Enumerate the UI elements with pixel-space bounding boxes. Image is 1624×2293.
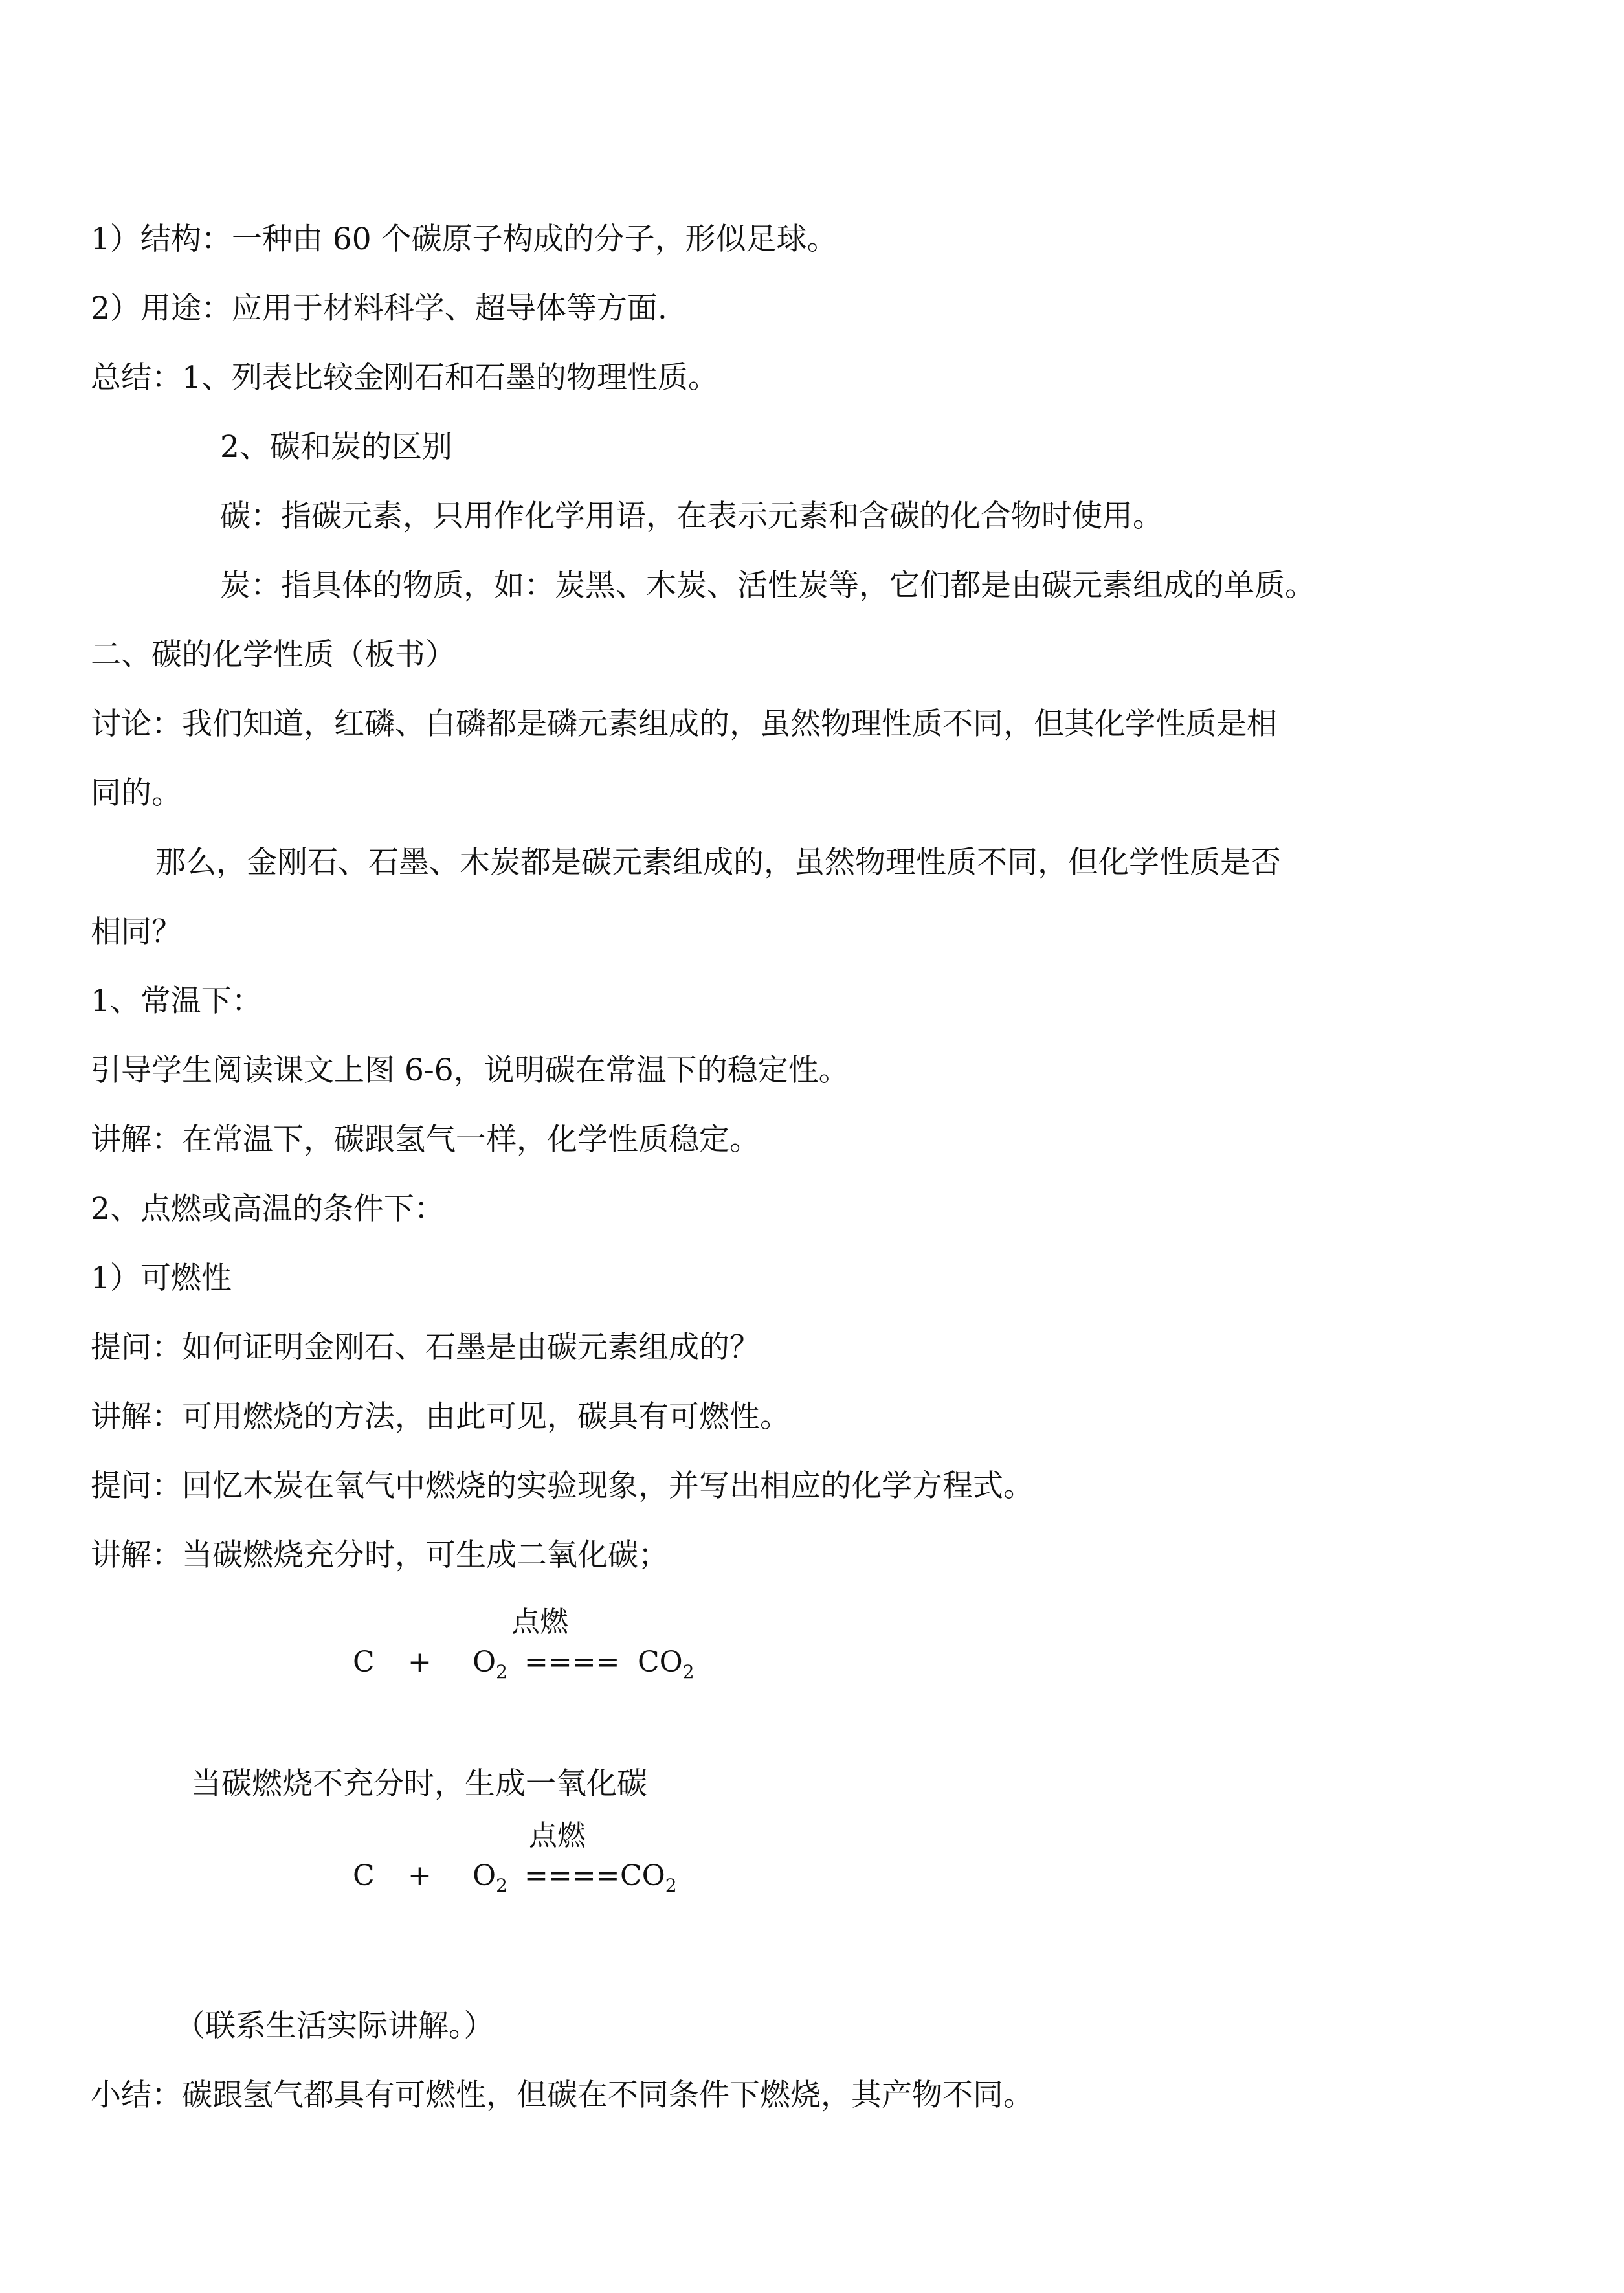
explanation-stability: 讲解：在常温下，碳跟氢气一样，化学性质稳定。 (91, 1122, 760, 1158)
reactant-oxygen: $O_2$ (473, 1859, 507, 1896)
reactant-carbon: C (353, 1859, 375, 1892)
usage-line: 2）用途：应用于材料科学、超导体等方面. (91, 291, 667, 326)
reactant-oxygen: $O_2$ (473, 1646, 507, 1683)
discussion-line-cont: 同的。 (91, 776, 182, 811)
reaction-condition: 点燃 (529, 1819, 586, 1852)
explanation-combustion: 讲解：可用燃烧的方法，由此可见，碳具有可燃性。 (91, 1399, 790, 1435)
combustibility-heading: 1）可燃性 (91, 1260, 232, 1296)
chemical-equation-2 (0, 1818, 1624, 1902)
product: $CO_2$ (638, 1646, 695, 1683)
structure-line: 1）结构：一种由 60 个碳原子构成的分子，形似足球。 (91, 221, 838, 257)
summary-conclusion: 小结：碳跟氢气都具有可燃性，但碳在不同条件下燃烧，其产物不同。 (91, 2077, 1034, 2113)
question-prove: 提问：如何证明金刚石、石墨是由碳元素组成的？ (91, 1330, 760, 1365)
equation-arrow: ==== (524, 1646, 620, 1679)
reactant-carbon: C (353, 1646, 375, 1679)
summary-point-2: 2、碳和炭的区别 (220, 429, 452, 465)
equation-arrow: ==== (524, 1859, 620, 1892)
plus-sign: + (408, 1646, 432, 1679)
section-heading: 二、碳的化学性质（板书） (91, 637, 456, 673)
room-temperature-heading: 1、常温下： (91, 983, 262, 1019)
question-line-cont: 相同？ (91, 914, 182, 950)
reaction-condition: 点燃 (511, 1605, 568, 1639)
real-life-note: （联系生活实际讲解。） (175, 2008, 495, 2044)
charcoal-definition: 炭：指具体的物质，如：炭黑、木炭、活性炭等，它们都是由碳元素组成的单质。 (220, 568, 1315, 603)
carbon-element-definition: 碳：指碳元素，只用作化学用语，在表示元素和含碳的化合物时使用。 (220, 498, 1163, 534)
ignition-heading: 2、点燃或高温的条件下： (91, 1191, 445, 1227)
explanation-incomplete-combustion: 当碳燃烧不充分时，生成一氧化碳 (191, 1766, 647, 1802)
question-line: 那么，金刚石、石墨、木炭都是碳元素组成的，虽然物理性质不同，但化学性质是否 (155, 845, 1281, 880)
discussion-line: 讨论：我们知道，红磷、白磷都是磷元素组成的，虽然物理性质不同，但其化学性质是相 (91, 706, 1277, 742)
question-recall: 提问：回忆木炭在氧气中燃烧的实验现象，并写出相应的化学方程式。 (91, 1468, 1034, 1504)
product: $CO_2$ (620, 1859, 677, 1896)
guidance-line: 引导学生阅读课文上图 6-6，说明碳在常温下的稳定性。 (91, 1053, 849, 1088)
plus-sign: + (408, 1859, 432, 1892)
summary-line: 总结：1、列表比较金刚石和石墨的物理性质。 (91, 360, 718, 396)
explanation-complete-combustion: 讲解：当碳燃烧充分时，可生成二氧化碳； (91, 1538, 669, 1573)
chemical-equation-1 (0, 1604, 1624, 1688)
